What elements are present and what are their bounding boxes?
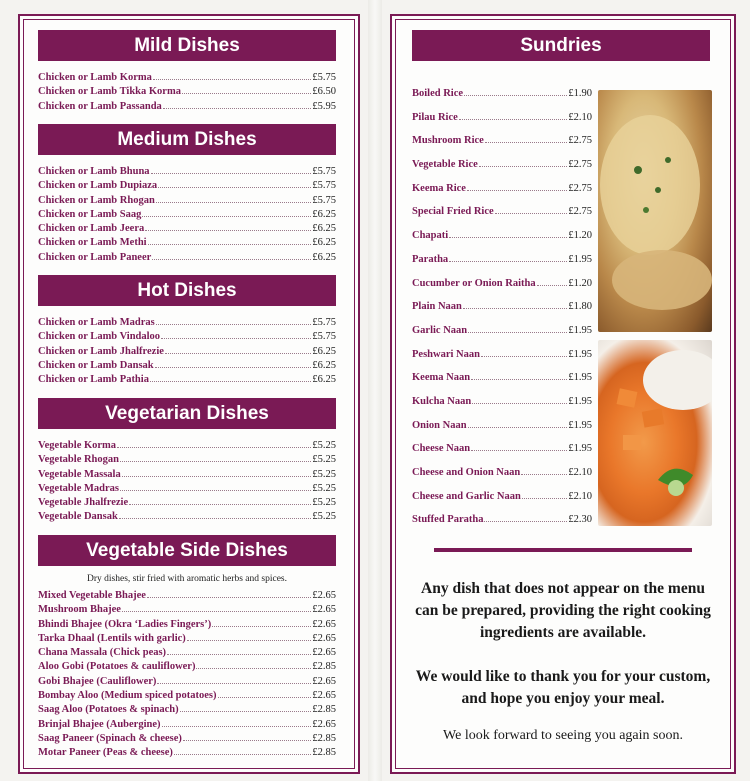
menu-item-name: Cheese and Onion Naan bbox=[412, 467, 521, 478]
menu-item-row bbox=[38, 717, 336, 731]
menu-item-name: Chicken or Lamb Korma bbox=[38, 72, 152, 83]
menu-item-row bbox=[38, 509, 336, 523]
menu-item-price: £5.25 bbox=[312, 440, 336, 451]
menu-item-price: £5.25 bbox=[312, 511, 336, 523]
dot-leader bbox=[156, 193, 312, 203]
dot-leader bbox=[182, 84, 311, 94]
menu-item-price: £2.75 bbox=[568, 206, 592, 218]
menu-item-name: Vegetable Jhalfrezie bbox=[38, 497, 129, 509]
menu-item-price: £2.65 bbox=[312, 690, 336, 702]
menu-item-price: £2.75 bbox=[568, 135, 592, 147]
dot-leader bbox=[218, 688, 312, 698]
menu-item-price: £5.75 bbox=[312, 331, 336, 343]
menu-item-row bbox=[38, 178, 336, 192]
dot-leader bbox=[521, 465, 567, 475]
dot-leader bbox=[449, 228, 567, 238]
menu-item-price: £2.75 bbox=[568, 182, 592, 194]
menu-item-row bbox=[412, 129, 592, 153]
menu-item-name: Chicken or Lamb Dansak bbox=[38, 359, 154, 371]
menu-item-name: Gobi Bhajee (Cauliflower) bbox=[38, 675, 157, 687]
menu-item-name: Chicken or Lamb Vindaloo bbox=[38, 331, 161, 343]
menu-item-name: Vegetable Korma bbox=[38, 440, 117, 451]
menu-item-row bbox=[412, 366, 592, 390]
menu-item-name: Vegetable Dansak bbox=[38, 511, 118, 523]
menu-item-price: £2.85 bbox=[312, 704, 336, 716]
dot-leader bbox=[120, 452, 311, 462]
menu-item-name: Keema Rice bbox=[412, 182, 466, 194]
menu-item-price: £2.85 bbox=[312, 661, 336, 673]
menu-item-row bbox=[38, 588, 336, 602]
menu-item-price: £6.25 bbox=[312, 237, 336, 249]
menu-item-name: Vegetable Rice bbox=[412, 159, 478, 171]
dot-leader bbox=[449, 252, 567, 262]
mild-dishes-list bbox=[38, 70, 336, 113]
footer-message: We look forward to seeing you again soon. bbox=[443, 728, 683, 743]
menu-item-row bbox=[412, 508, 592, 532]
menu-item-row bbox=[38, 344, 336, 358]
dot-leader bbox=[122, 602, 311, 612]
dot-leader bbox=[158, 178, 311, 188]
left-menu-panel bbox=[18, 14, 360, 774]
dot-leader bbox=[459, 110, 568, 120]
menu-item-price: £1.80 bbox=[568, 301, 592, 313]
dot-leader bbox=[468, 418, 568, 428]
menu-item-name: Aloo Gobi (Potatoes & cauliflower) bbox=[38, 661, 196, 673]
dot-leader bbox=[471, 370, 567, 380]
menu-item-row bbox=[38, 99, 336, 113]
right-menu-panel bbox=[390, 14, 736, 774]
menu-item-row bbox=[412, 248, 592, 272]
menu-item-price: £2.65 bbox=[312, 604, 336, 616]
menu-item-price: £2.75 bbox=[568, 159, 592, 171]
menu-item-name: Chicken or Lamb Methi bbox=[38, 237, 147, 249]
dot-leader bbox=[463, 299, 567, 309]
dot-leader bbox=[161, 329, 311, 339]
menu-item-row bbox=[412, 437, 592, 461]
menu-item-name: Cucumber or Onion Raitha bbox=[412, 277, 536, 289]
menu-item-price: £5.25 bbox=[312, 497, 336, 509]
menu-item-price: £1.95 bbox=[568, 395, 592, 407]
menu-item-price: £2.65 bbox=[312, 718, 336, 730]
menu-item-name: Mushroom Rice bbox=[412, 135, 484, 147]
divider-rule bbox=[434, 548, 692, 552]
dot-leader bbox=[117, 438, 311, 448]
menu-item-price: £2.30 bbox=[568, 514, 592, 526]
menu-item-price: £2.65 bbox=[312, 632, 336, 644]
menu-item-price: £5.95 bbox=[312, 100, 336, 112]
menu-item-row bbox=[412, 82, 592, 106]
dot-leader bbox=[151, 164, 312, 174]
section-header-hot: Hot Dishes bbox=[38, 275, 336, 306]
menu-item-name: Chicken or Lamb Madras bbox=[38, 317, 155, 328]
naan-bread-photo bbox=[598, 90, 712, 332]
section-header-veg-side: Vegetable Side Dishes bbox=[38, 535, 336, 566]
menu-item-row bbox=[38, 329, 336, 343]
dot-leader bbox=[156, 315, 312, 325]
section-header-mild: Mild Dishes bbox=[38, 30, 336, 61]
dot-leader bbox=[183, 731, 311, 741]
menu-item-name: Chicken or Lamb Bhuna bbox=[38, 166, 150, 177]
menu-item-name: Chicken or Lamb Jhalfrezie bbox=[38, 345, 164, 357]
menu-item-price: £5.75 bbox=[312, 180, 336, 192]
medium-dishes-list bbox=[38, 164, 336, 264]
menu-item-name: Stuffed Paratha bbox=[412, 514, 484, 526]
menu-item-price: £1.95 bbox=[568, 324, 592, 336]
menu-item-price: £2.10 bbox=[568, 111, 592, 123]
menu-item-name: Mixed Vegetable Bhajee bbox=[38, 590, 146, 601]
dot-leader bbox=[212, 617, 311, 627]
hot-dishes-list bbox=[38, 315, 336, 386]
dot-leader bbox=[187, 631, 312, 641]
menu-item-row bbox=[38, 70, 336, 84]
menu-item-row bbox=[412, 295, 592, 319]
menu-item-price: £6.50 bbox=[312, 86, 336, 98]
menu-item-row bbox=[38, 602, 336, 616]
dot-leader bbox=[147, 588, 311, 598]
dot-leader bbox=[150, 372, 311, 382]
menu-item-name: Chicken or Lamb Passanda bbox=[38, 100, 162, 112]
menu-item-price: £2.10 bbox=[568, 490, 592, 502]
menu-item-name: Chicken or Lamb Tikka Korma bbox=[38, 86, 181, 98]
menu-item-row bbox=[38, 235, 336, 249]
menu-item-row bbox=[412, 272, 592, 296]
menu-item-name: Pilau Rice bbox=[412, 111, 458, 123]
menu-item-name: Motar Paneer (Peas & cheese) bbox=[38, 747, 173, 759]
menu-item-price: £6.25 bbox=[312, 359, 336, 371]
dot-leader bbox=[142, 207, 311, 217]
menu-item-price: £2.65 bbox=[312, 675, 336, 687]
dot-leader bbox=[155, 358, 312, 368]
menu-item-name: Saag Aloo (Potatoes & spinach) bbox=[38, 704, 179, 716]
menu-item-name: Chana Massala (Chick peas) bbox=[38, 647, 167, 659]
menu-item-row bbox=[412, 390, 592, 414]
menu-item-price: £6.25 bbox=[312, 374, 336, 386]
menu-item-price: £5.25 bbox=[312, 454, 336, 466]
dot-leader bbox=[479, 157, 568, 167]
menu-item-name: Kulcha Naan bbox=[412, 395, 472, 407]
menu-item-row bbox=[38, 688, 336, 702]
dot-leader bbox=[484, 512, 567, 522]
menu-item-name: Vegetable Madras bbox=[38, 482, 119, 494]
menu-item-name: Plain Naan bbox=[412, 301, 462, 313]
menu-item-row bbox=[412, 224, 592, 248]
veg-side-subtitle: Dry dishes, stir fried with aromatic herbs and spices. bbox=[87, 574, 287, 584]
menu-item-name: Vegetable Massala bbox=[38, 468, 121, 480]
custom-dish-message: Any dish that does not appear on the menu can be prepared, providing the right cooking ingredients are available. bbox=[415, 580, 711, 641]
menu-item-name: Keema Naan bbox=[412, 372, 471, 384]
menu-item-row bbox=[38, 372, 336, 386]
dot-leader bbox=[122, 467, 312, 477]
dot-leader bbox=[471, 441, 567, 451]
menu-item-row bbox=[412, 177, 592, 201]
dot-leader bbox=[162, 717, 312, 727]
menu-item-price: £1.95 bbox=[568, 419, 592, 431]
menu-item-name: Cheese and Garlic Naan bbox=[412, 490, 521, 502]
menu-item-row bbox=[38, 250, 336, 264]
menu-item-row bbox=[38, 745, 336, 759]
dot-leader bbox=[472, 394, 567, 404]
menu-item-price: £6.25 bbox=[312, 345, 336, 357]
dot-leader bbox=[157, 674, 311, 684]
menu-item-name: Chicken or Lamb Jeera bbox=[38, 223, 145, 235]
menu-item-row bbox=[412, 106, 592, 130]
dot-leader bbox=[165, 344, 311, 354]
dot-leader bbox=[485, 133, 568, 143]
dot-leader bbox=[174, 745, 311, 755]
menu-item-price: £6.25 bbox=[312, 208, 336, 220]
menu-item-name: Chicken or Lamb Paneer bbox=[38, 251, 152, 263]
menu-item-name: Brinjal Bhajee (Aubergine) bbox=[38, 718, 161, 730]
menu-item-row bbox=[38, 193, 336, 207]
menu-item-row bbox=[412, 343, 592, 367]
sundries-list bbox=[412, 82, 592, 532]
menu-item-row bbox=[38, 315, 336, 329]
menu-item-price: £5.75 bbox=[312, 194, 336, 206]
menu-item-price: £1.95 bbox=[568, 348, 592, 360]
menu-item-name: Chicken or Lamb Dupiaza bbox=[38, 180, 158, 192]
menu-item-price: £2.65 bbox=[312, 590, 336, 601]
menu-item-row bbox=[412, 319, 592, 343]
menu-item-row bbox=[38, 84, 336, 98]
menu-item-name: Paratha bbox=[412, 253, 449, 265]
menu-item-price: £2.65 bbox=[312, 618, 336, 630]
menu-item-row bbox=[412, 461, 592, 485]
section-header-medium: Medium Dishes bbox=[38, 124, 336, 155]
menu-item-row bbox=[38, 467, 336, 481]
menu-item-row bbox=[38, 731, 336, 745]
menu-item-row bbox=[38, 645, 336, 659]
menu-item-name: Chicken or Lamb Rhogan bbox=[38, 194, 155, 206]
menu-item-price: £1.95 bbox=[568, 443, 592, 455]
section-header-sundries: Sundries bbox=[412, 30, 710, 61]
menu-item-name: Garlic Naan bbox=[412, 324, 468, 336]
dot-leader bbox=[196, 659, 311, 669]
menu-item-price: £6.25 bbox=[312, 251, 336, 263]
menu-item-row bbox=[38, 631, 336, 645]
menu-item-price: £2.85 bbox=[312, 732, 336, 744]
dot-leader bbox=[464, 86, 567, 96]
menu-item-price: £5.75 bbox=[312, 166, 336, 177]
vegetarian-dishes-list bbox=[38, 438, 336, 524]
menu-item-name: Bombay Aloo (Medium spiced potatoes) bbox=[38, 690, 217, 702]
dot-leader bbox=[145, 221, 311, 231]
menu-item-row bbox=[412, 414, 592, 438]
menu-item-price: £5.25 bbox=[312, 468, 336, 480]
dot-leader bbox=[522, 489, 568, 499]
menu-item-row bbox=[412, 153, 592, 177]
menu-item-name: Mushroom Bhajee bbox=[38, 604, 121, 616]
menu-item-name: Cheese Naan bbox=[412, 443, 471, 455]
dot-leader bbox=[119, 509, 312, 519]
menu-item-row bbox=[38, 221, 336, 235]
menu-item-row bbox=[38, 452, 336, 466]
menu-item-price: £2.85 bbox=[312, 747, 336, 759]
dot-leader bbox=[167, 645, 311, 655]
menu-item-row bbox=[38, 358, 336, 372]
curry-rice-photo bbox=[598, 340, 712, 526]
thank-you-message: We would like to thank you for your custom, and hope you enjoy your meal. bbox=[415, 668, 711, 707]
dot-leader bbox=[163, 99, 312, 109]
dot-leader bbox=[129, 495, 311, 505]
menu-item-name: Boiled Rice bbox=[412, 88, 464, 99]
menu-item-price: £1.20 bbox=[568, 277, 592, 289]
menu-item-name: Vegetable Rhogan bbox=[38, 454, 119, 466]
menu-item-name: Onion Naan bbox=[412, 419, 467, 431]
dot-leader bbox=[537, 276, 568, 286]
veg-side-dishes-list bbox=[38, 588, 336, 760]
dot-leader bbox=[481, 347, 567, 357]
menu-item-price: £5.75 bbox=[312, 72, 336, 83]
dot-leader bbox=[180, 702, 312, 712]
menu-item-row bbox=[38, 164, 336, 178]
menu-item-name: Chicken or Lamb Pathia bbox=[38, 374, 149, 386]
page-fold bbox=[368, 0, 382, 781]
dot-leader bbox=[153, 70, 312, 80]
dot-leader bbox=[468, 323, 567, 333]
menu-item-name: Special Fried Rice bbox=[412, 206, 494, 218]
dot-leader bbox=[120, 481, 311, 491]
menu-item-price: £1.95 bbox=[568, 372, 592, 384]
menu-item-row bbox=[412, 485, 592, 509]
menu-item-row bbox=[38, 495, 336, 509]
menu-item-price: £1.20 bbox=[568, 230, 592, 242]
section-header-vegetarian: Vegetarian Dishes bbox=[38, 398, 336, 429]
menu-item-name: Tarka Dhaal (Lentils with garlic) bbox=[38, 632, 186, 644]
menu-item-row bbox=[38, 674, 336, 688]
dot-leader bbox=[495, 204, 568, 214]
menu-item-price: £5.75 bbox=[312, 317, 336, 328]
menu-item-row bbox=[38, 702, 336, 716]
menu-item-price: £6.25 bbox=[312, 223, 336, 235]
menu-item-row bbox=[38, 481, 336, 495]
menu-item-price: £2.10 bbox=[568, 467, 592, 478]
menu-item-name: Saag Paneer (Spinach & cheese) bbox=[38, 732, 182, 744]
menu-item-price: £2.65 bbox=[312, 647, 336, 659]
menu-item-price: £1.90 bbox=[568, 88, 592, 99]
menu-item-price: £5.25 bbox=[312, 482, 336, 494]
menu-item-row bbox=[38, 438, 336, 452]
menu-item-name: Chapati bbox=[412, 230, 449, 242]
dot-leader bbox=[152, 250, 311, 260]
dot-leader bbox=[467, 181, 567, 191]
menu-item-row bbox=[38, 659, 336, 673]
menu-item-row bbox=[38, 617, 336, 631]
menu-item-name: Chicken or Lamb Saag bbox=[38, 208, 142, 220]
menu-item-name: Peshwari Naan bbox=[412, 348, 480, 360]
menu-item-row bbox=[412, 200, 592, 224]
menu-item-name: Bhindi Bhajee (Okra ‘Ladies Fingers’) bbox=[38, 618, 212, 630]
menu-item-price: £1.95 bbox=[568, 253, 592, 265]
dot-leader bbox=[148, 235, 312, 245]
menu-item-row bbox=[38, 207, 336, 221]
